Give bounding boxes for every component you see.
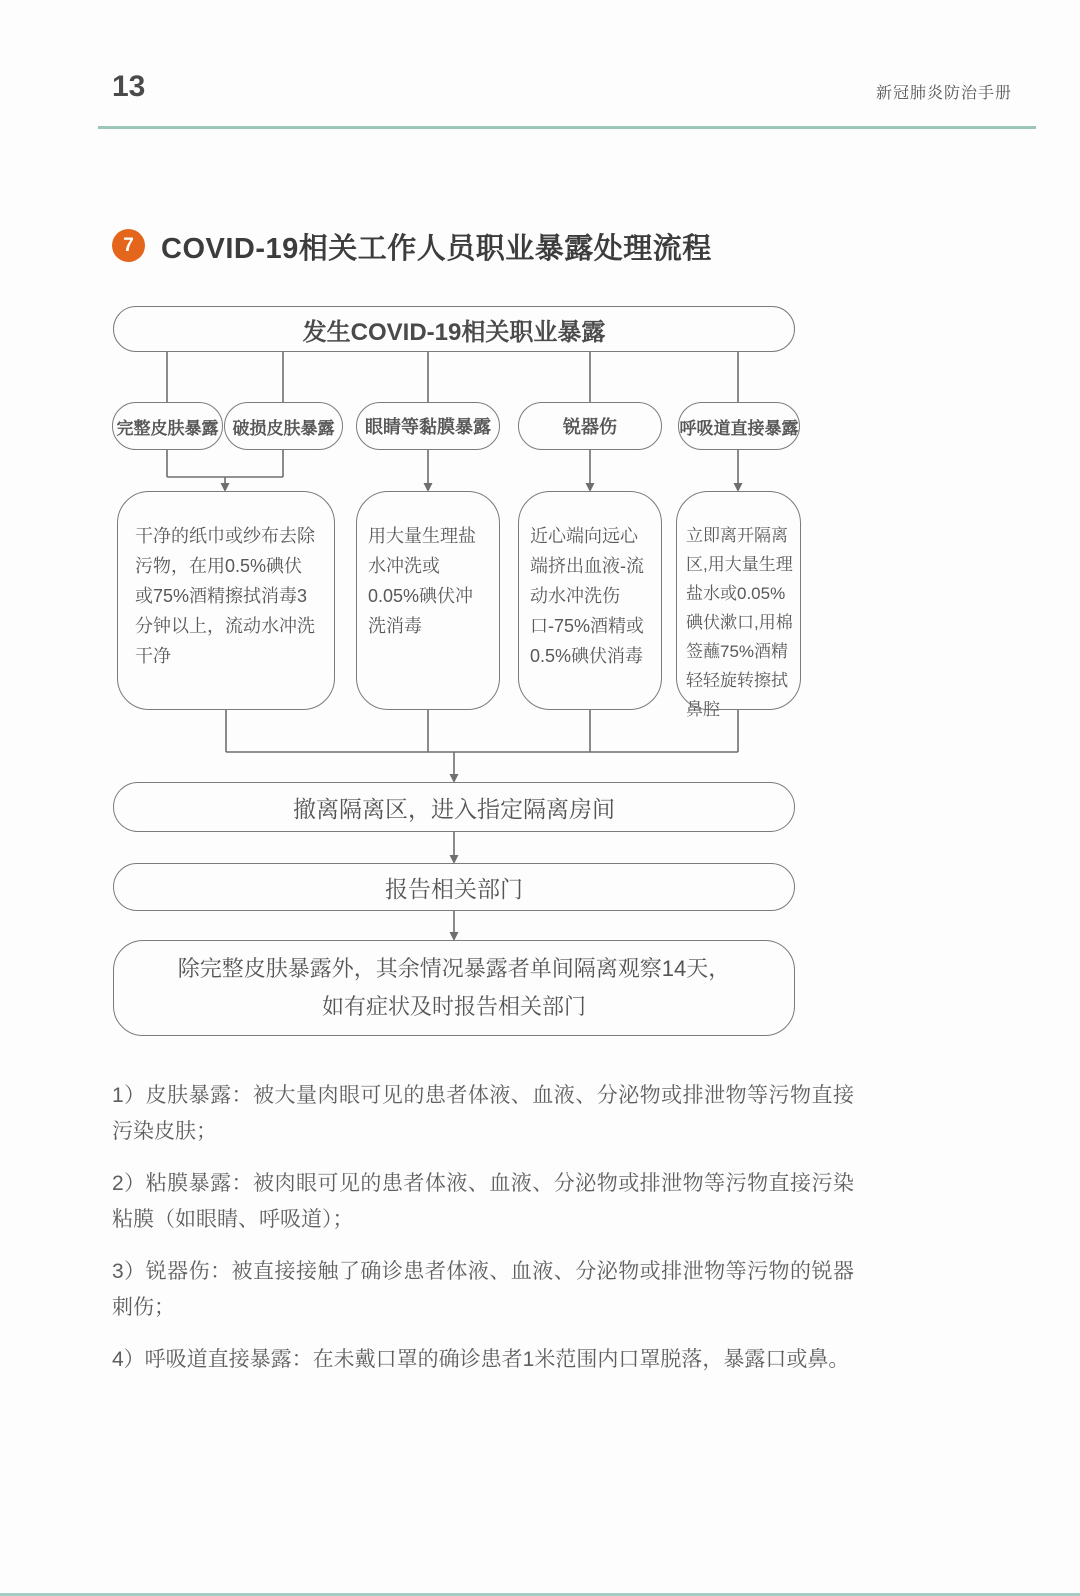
- flow-procedure-skin: 干净的纸巾或纱布去除污物，在用0.5%碘伏或75%酒精擦拭消毒3分钟以上，流动水冲洗干净: [117, 491, 335, 710]
- flow-step-observe-line1: 除完整皮肤暴露外，其余情况暴露者单间隔离观察14天，: [177, 956, 731, 981]
- flow-procedure-sharp: 近心端向远心端挤出血液-流动水冲洗伤口-75%酒精或0.5%碘伏消毒: [518, 491, 662, 710]
- flow-step-report: 报告相关部门: [113, 863, 795, 911]
- note-respiratory-exposure: 4）呼吸道直接暴露：在未戴口罩的确诊患者1米范围内口罩脱落，暴露口或鼻。: [112, 1348, 850, 1371]
- flow-start-box: 发生COVID-19相关职业暴露: [113, 306, 795, 352]
- section-title: COVID-19相关工作人员职业暴露处理流程: [161, 233, 712, 265]
- note-mucosa-exposure: 2）粘膜暴露：被肉眼可见的患者体液、血液、分泌物或排泄物等污物直接污染粘膜（如眼睛、呼吸道）；: [112, 1172, 854, 1231]
- page-number: 13: [112, 70, 146, 103]
- flow-step-evacuate: 撤离隔离区，进入指定隔离房间: [113, 782, 795, 832]
- flow-branch-sharp-injury: 锐器伤: [518, 402, 662, 450]
- section-number-badge: 7: [112, 229, 145, 262]
- flow-branch-intact-skin: 完整皮肤暴露: [112, 402, 223, 450]
- note-sharp-injury: 3）锐器伤：被直接接触了确诊患者体液、血液、分泌物或排泄物等污物的锐器刺伤；: [112, 1260, 854, 1319]
- flow-branch-damaged-skin: 破损皮肤暴露: [224, 402, 343, 450]
- flow-branch-mucosa: 眼睛等黏膜暴露: [356, 402, 500, 450]
- flow-branch-respiratory: 呼吸道直接暴露: [678, 402, 800, 450]
- header-title: 新冠肺炎防治手册: [875, 85, 1012, 102]
- flow-step-observe-line2: 如有症状及时报告相关部门: [321, 994, 586, 1019]
- flow-step-observe: [113, 940, 795, 1036]
- flow-procedure-respiratory: 立即离开隔离区,用大量生理盐水或0.05%碘伏漱口,用棉签蘸75%酒精轻轻旋转擦拭鼻腔: [676, 491, 801, 710]
- note-skin-exposure: 1）皮肤暴露：被大量肉眼可见的患者体液、血液、分泌物或排泄物等污物直接污染皮肤；: [112, 1084, 854, 1143]
- flow-procedure-mucosa: 用大量生理盐水冲洗或0.05%碘伏冲洗消毒: [356, 491, 500, 710]
